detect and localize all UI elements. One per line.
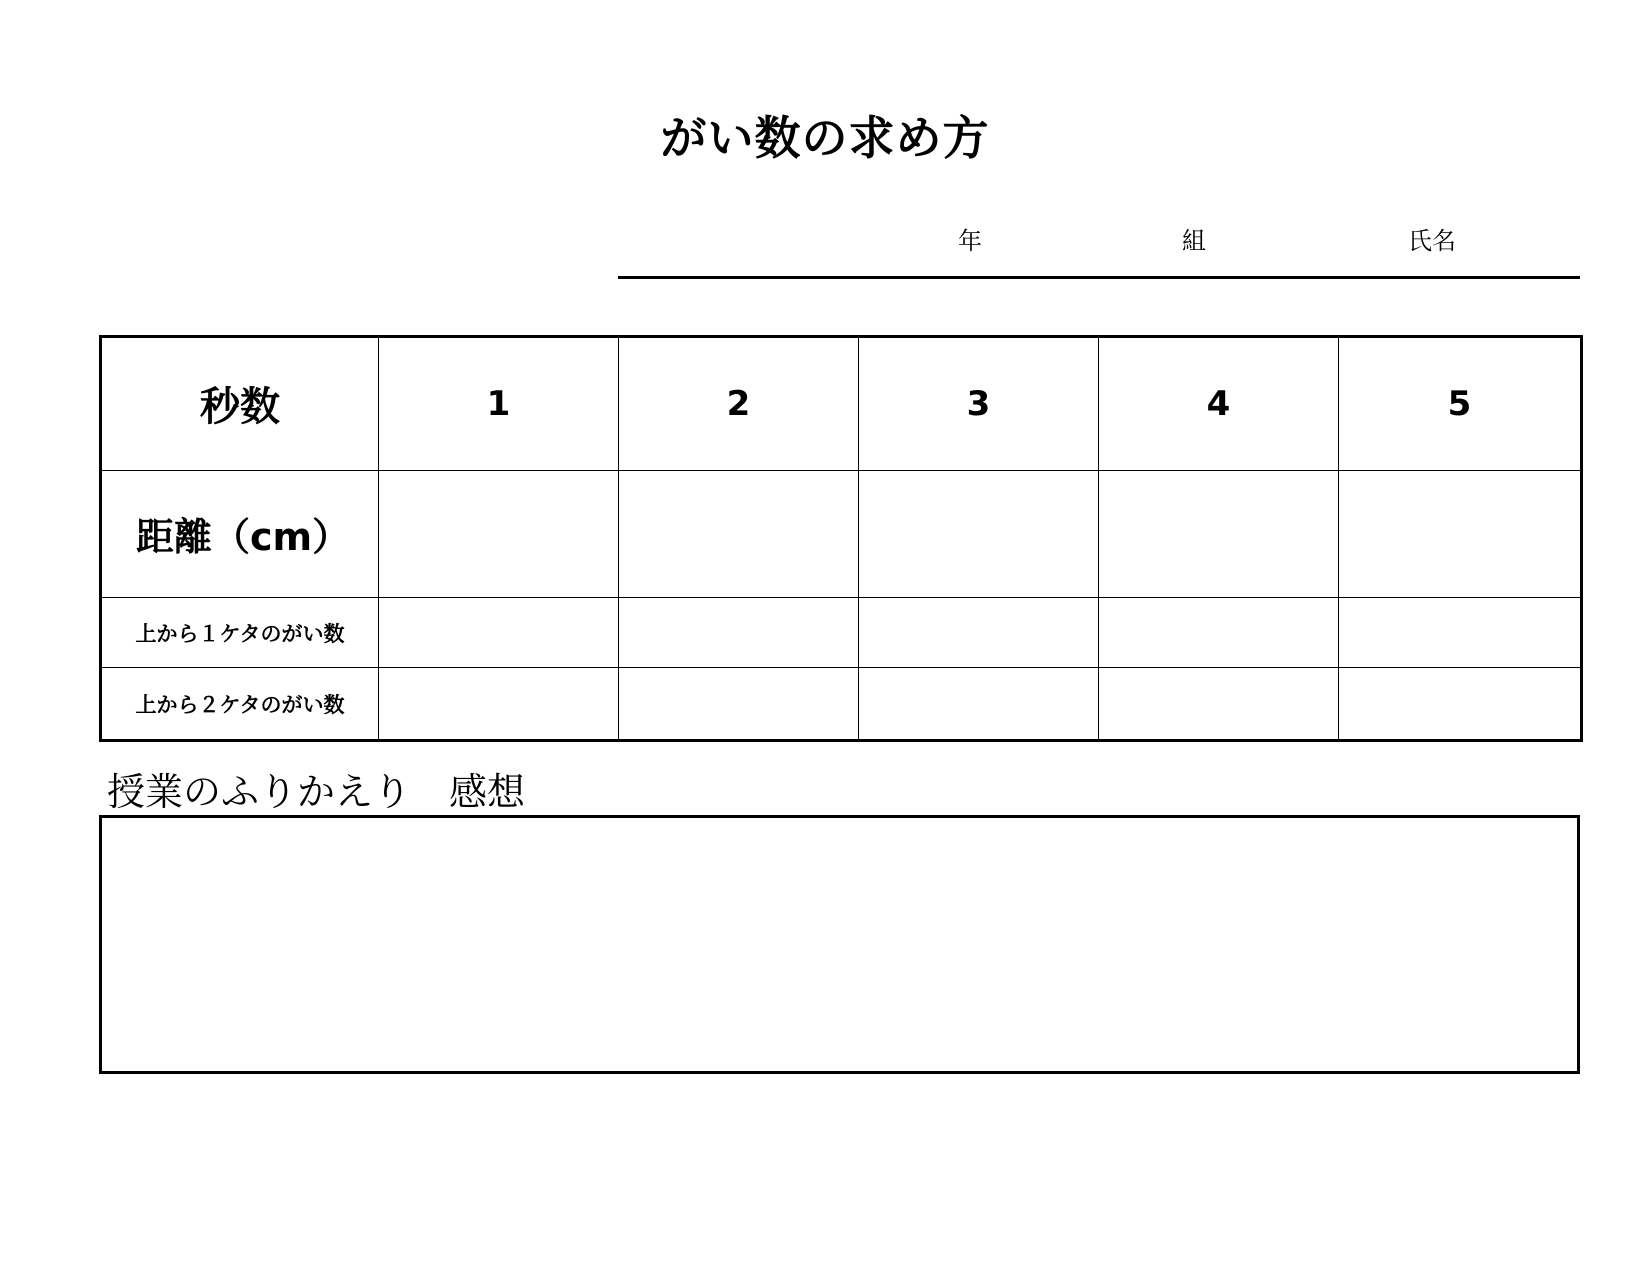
one-digit-row-label: 上から１ケタのがい数 xyxy=(101,598,379,668)
name-label: 氏名 xyxy=(1408,227,1456,255)
answer-cell[interactable] xyxy=(619,668,859,741)
seconds-header: 秒数 xyxy=(101,337,379,471)
answer-cell[interactable] xyxy=(1099,668,1339,741)
column-header-3: 3 xyxy=(859,337,1099,471)
header-row xyxy=(101,337,1582,471)
answer-cell[interactable] xyxy=(859,668,1099,741)
page-title: がい数の求め方 xyxy=(660,111,990,165)
column-header-2: 2 xyxy=(619,337,859,471)
answer-cell[interactable] xyxy=(859,470,1099,597)
reflection-box[interactable] xyxy=(99,815,1580,1074)
answer-cell[interactable] xyxy=(619,598,859,668)
answer-cell[interactable] xyxy=(619,470,859,597)
table-row xyxy=(101,470,1582,597)
answer-cell[interactable] xyxy=(379,470,619,597)
distance-row-label: 距離（cm） xyxy=(101,470,379,597)
measurement-table xyxy=(99,335,1583,742)
name-underline xyxy=(618,276,1580,279)
year-label: 年 xyxy=(958,227,982,255)
answer-cell[interactable] xyxy=(379,598,619,668)
answer-cell[interactable] xyxy=(1099,598,1339,668)
answer-cell[interactable] xyxy=(1099,470,1339,597)
answer-cell[interactable] xyxy=(859,598,1099,668)
answer-cell[interactable] xyxy=(1339,470,1582,597)
answer-cell[interactable] xyxy=(379,668,619,741)
class-label: 組 xyxy=(1182,227,1206,255)
table-row xyxy=(101,598,1582,668)
column-header-1: 1 xyxy=(379,337,619,471)
answer-cell[interactable] xyxy=(1339,598,1582,668)
two-digit-row-label: 上から２ケタのがい数 xyxy=(101,668,379,741)
column-header-4: 4 xyxy=(1099,337,1339,471)
answer-cell[interactable] xyxy=(1339,668,1582,741)
reflection-label: 授業のふりかえり 感想 xyxy=(107,770,526,814)
column-header-5: 5 xyxy=(1339,337,1582,471)
table-row xyxy=(101,668,1582,741)
